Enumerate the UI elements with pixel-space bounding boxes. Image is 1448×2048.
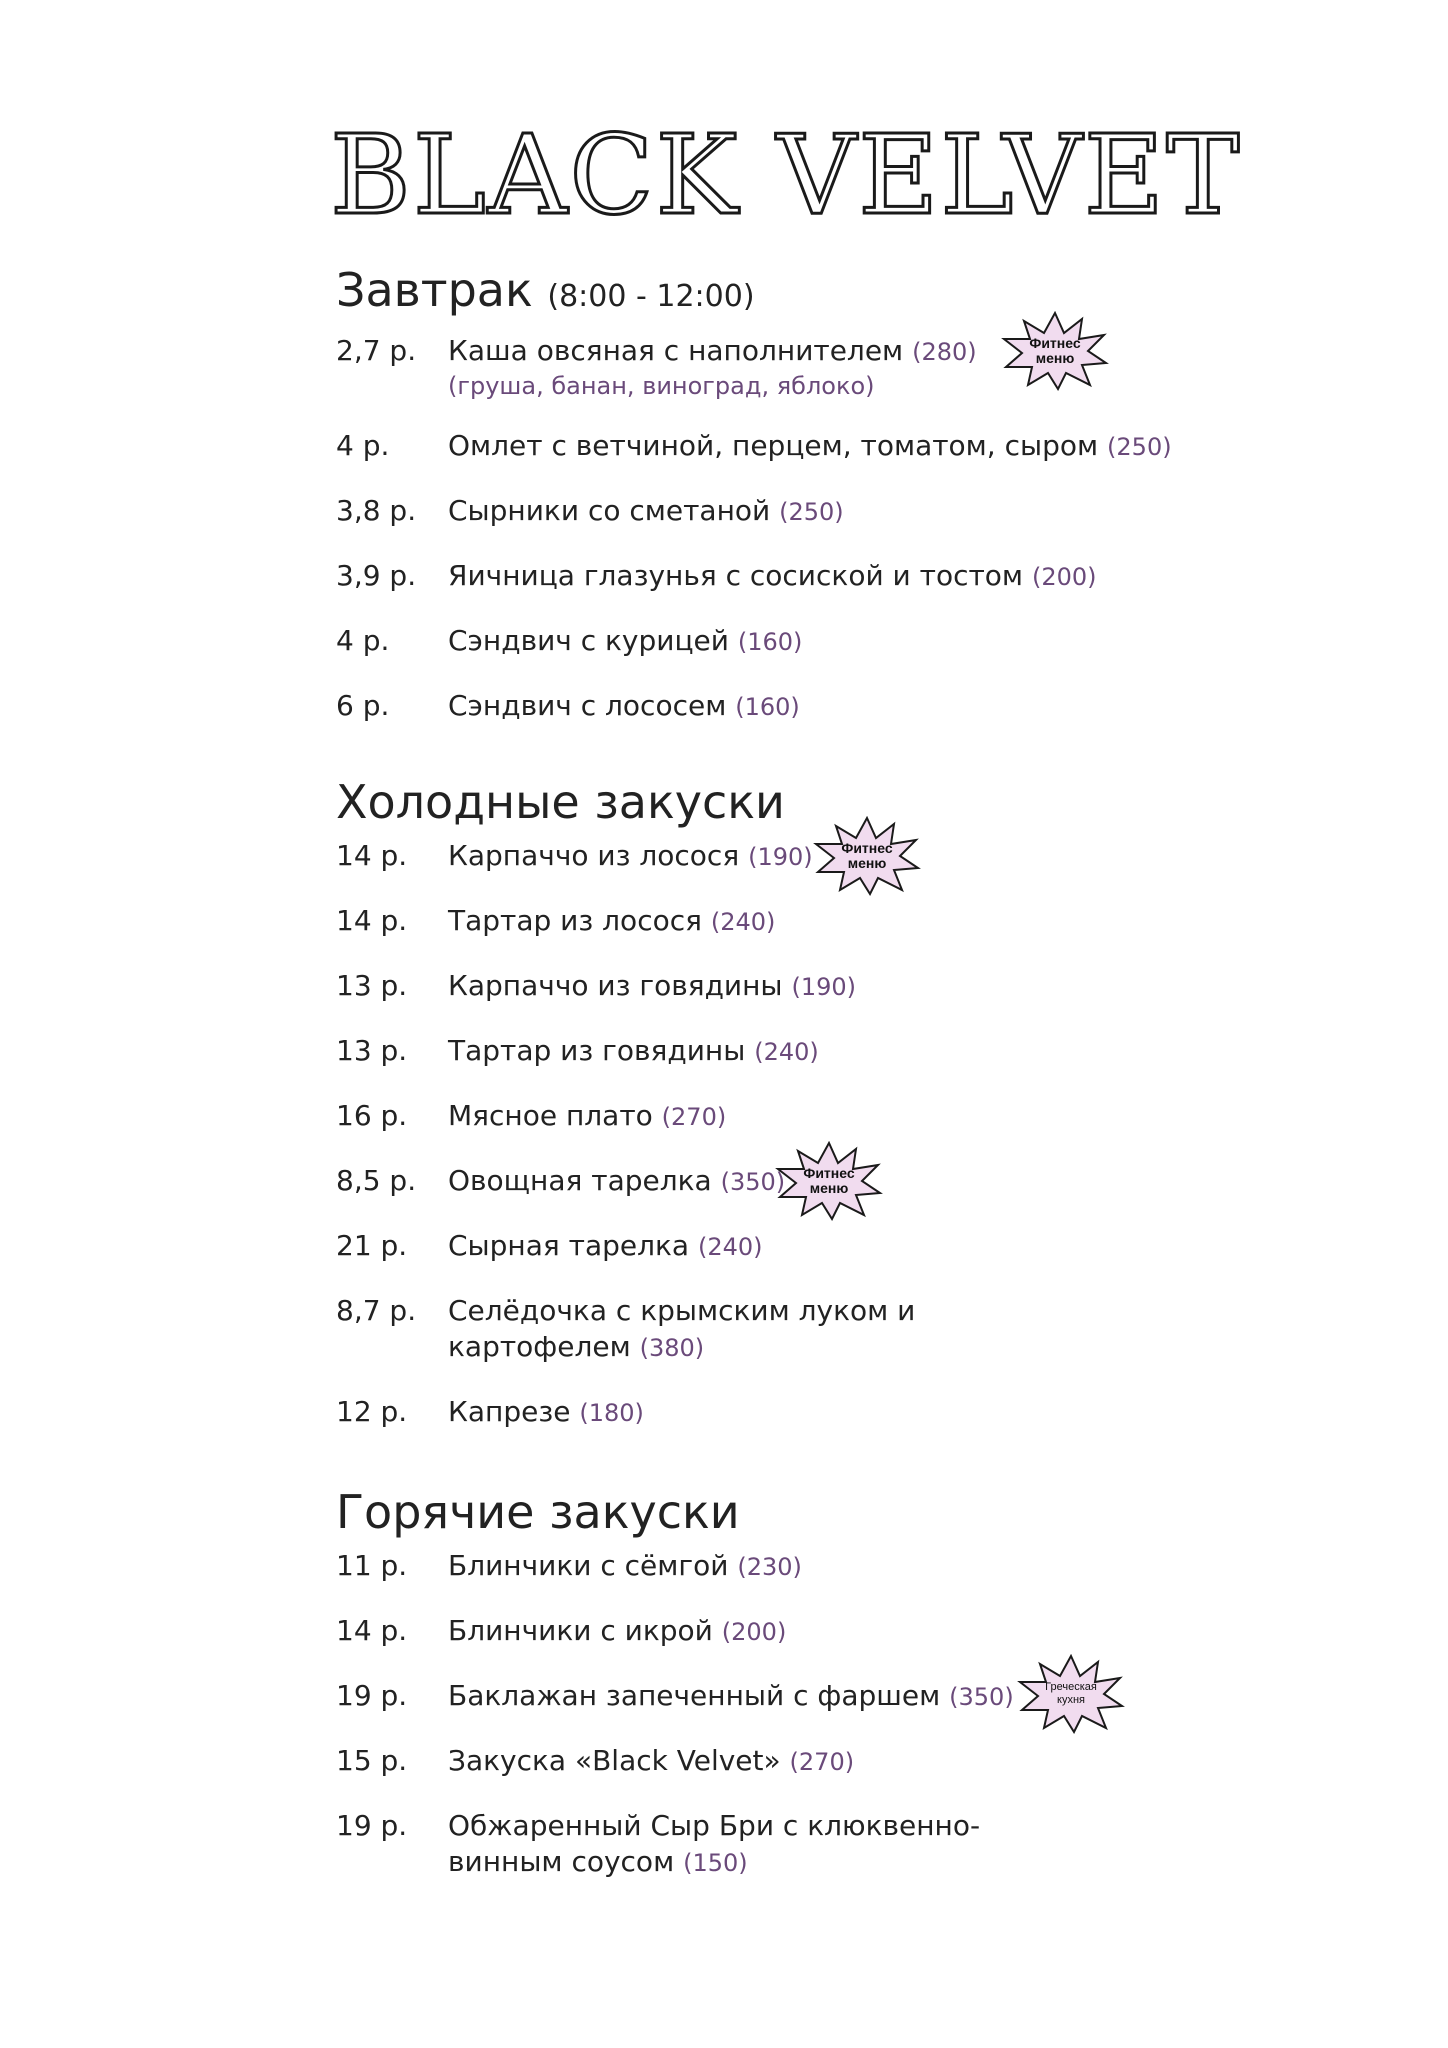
- item-price: 2,7 р.: [336, 334, 417, 367]
- item-name-line2: винным соусом: [448, 1845, 675, 1878]
- item-weight: (240): [754, 1038, 819, 1066]
- section-heading: [336, 1484, 1336, 1540]
- item-body: [448, 1394, 644, 1431]
- item-name: Блинчики с сёмгой: [448, 1549, 729, 1582]
- badge-label: Греческая кухня: [1045, 1681, 1097, 1706]
- item-weight: (200): [721, 1618, 787, 1646]
- item-name: Тартар из лосося: [448, 904, 702, 937]
- menu-item: [336, 1228, 1336, 1265]
- item-name: Селёдочка с крымским луком и: [448, 1294, 916, 1327]
- menu-item: [336, 838, 1336, 875]
- menu-item: [336, 1548, 1336, 1585]
- item-price: 14 р.: [336, 839, 408, 872]
- item-body: [448, 1163, 785, 1200]
- item-price: 3,9 р.: [336, 559, 417, 592]
- menu-item: [336, 903, 1336, 940]
- item-price: 6 р.: [336, 689, 390, 722]
- item-name: Обжаренный Сыр Бри с клюквенно-: [448, 1809, 981, 1842]
- item-price: 13 р.: [336, 969, 408, 1002]
- menu-item: [336, 428, 1336, 465]
- section-title: Горячие закуски: [336, 1485, 740, 1539]
- item-body: [448, 493, 844, 530]
- item-weight: (180): [579, 1399, 644, 1427]
- item-body: [448, 838, 813, 875]
- item-price: 14 р.: [336, 904, 408, 937]
- item-price: 8,7 р.: [336, 1294, 417, 1327]
- badge-label: Фитнес меню: [841, 840, 893, 871]
- item-name: Баклажан запеченный с фаршем: [448, 1679, 941, 1712]
- item-weight: (250): [1107, 433, 1172, 461]
- item-weight: (240): [710, 908, 776, 936]
- item-body: [448, 1293, 915, 1366]
- item-name: Сырная тарелка: [448, 1229, 690, 1262]
- item-name: Яичница глазунья с сосиской и тостом: [448, 559, 1024, 592]
- menu-list: [336, 333, 1336, 725]
- item-body: [448, 1098, 726, 1135]
- fitness-menu-badge: [774, 1141, 884, 1221]
- fitness-menu-badge: [1000, 311, 1110, 391]
- item-note: (груша, банан, виноград, яблоко): [448, 372, 875, 400]
- item-weight: (280): [912, 338, 977, 366]
- menu-item: [336, 1613, 1336, 1650]
- badge-label: Фитнес меню: [803, 1165, 855, 1196]
- item-weight: (160): [737, 628, 803, 656]
- menu-item: [336, 493, 1336, 530]
- item-weight: (270): [789, 1748, 855, 1776]
- item-body: [448, 1613, 786, 1650]
- item-body: [448, 623, 802, 660]
- item-weight: (270): [661, 1103, 727, 1131]
- item-body: [448, 1228, 763, 1265]
- menu-item: [336, 1293, 1336, 1366]
- item-weight: (200): [1031, 563, 1097, 591]
- item-name: Блинчики с икрой: [448, 1614, 713, 1647]
- item-price: 15 р.: [336, 1744, 408, 1777]
- item-price: 21 р.: [336, 1229, 408, 1262]
- item-body: [448, 1808, 980, 1881]
- item-price: 4 р.: [336, 429, 390, 462]
- item-name: Карпаччо из говядины: [448, 969, 783, 1002]
- item-body: [448, 1033, 819, 1070]
- menu-list: [336, 1548, 1336, 1881]
- item-name: Сэндвич с курицей: [448, 624, 729, 657]
- item-price: 12 р.: [336, 1395, 408, 1428]
- item-name: Сэндвич с лососем: [448, 689, 727, 722]
- item-name: Мясное плато: [448, 1099, 653, 1132]
- menu-item: [336, 1743, 1336, 1780]
- item-price: 8,5 р.: [336, 1164, 417, 1197]
- item-weight: (240): [697, 1233, 763, 1261]
- item-price: 13 р.: [336, 1034, 408, 1067]
- item-price: 14 р.: [336, 1614, 408, 1647]
- menu-item: [336, 623, 1336, 660]
- menu-item: [336, 1033, 1336, 1070]
- menu-list: [336, 838, 1336, 1431]
- item-weight: (350): [949, 1683, 1014, 1711]
- item-body: [448, 1548, 802, 1585]
- menu-item: [336, 688, 1336, 725]
- item-body: [448, 558, 1097, 595]
- section-title: Завтрак: [336, 263, 533, 317]
- item-weight: (160): [735, 693, 800, 721]
- section-hours: (8:00 - 12:00): [547, 279, 755, 314]
- item-body: [448, 428, 1172, 465]
- menu-item: [336, 968, 1336, 1005]
- menu-item: [336, 558, 1336, 595]
- item-body: [448, 688, 800, 725]
- item-name: Закуска «Black Velvet»: [448, 1744, 781, 1777]
- item-price: 4 р.: [336, 624, 390, 657]
- fitness-menu-badge: [812, 816, 922, 896]
- item-weight: (230): [737, 1553, 802, 1581]
- page-title: BLACK VELVET: [330, 111, 1242, 239]
- item-body: [448, 968, 856, 1005]
- menu-item: [336, 333, 1336, 402]
- item-name: Тартар из говядины: [448, 1034, 746, 1067]
- section-breakfast: [336, 262, 1336, 725]
- section-heading: [336, 262, 1336, 325]
- item-name: Капрезе: [448, 1395, 571, 1428]
- item-weight: (150): [683, 1849, 748, 1877]
- item-body: [448, 1678, 1014, 1715]
- item-name: Овощная тарелка: [448, 1164, 712, 1197]
- item-price: 11 р.: [336, 1549, 408, 1582]
- item-body: [448, 903, 775, 940]
- section-title: Холодные закуски: [336, 775, 785, 829]
- item-weight: (190): [748, 843, 813, 871]
- item-weight: (250): [779, 498, 844, 526]
- badge-label: Фитнес меню: [1029, 335, 1081, 366]
- item-weight: (190): [791, 973, 856, 1001]
- item-name-line2: картофелем: [448, 1330, 631, 1363]
- menu-item: [336, 1163, 1336, 1200]
- item-price: 19 р.: [336, 1679, 408, 1712]
- item-name: Карпаччо из лосося: [448, 839, 740, 872]
- item-name: Омлет с ветчиной, перцем, томатом, сыром: [448, 429, 1099, 462]
- greek-cuisine-badge: [1016, 1654, 1126, 1734]
- item-body: [448, 333, 977, 402]
- item-weight: (380): [639, 1334, 705, 1362]
- menu-item: [336, 1678, 1336, 1715]
- item-price: 16 р.: [336, 1099, 408, 1132]
- section-cold-appetizers: [336, 774, 1336, 1431]
- item-name: Сырники со сметаной: [448, 494, 771, 527]
- item-price: 3,8 р.: [336, 494, 417, 527]
- menu-item: [336, 1808, 1336, 1881]
- item-body: [448, 1743, 854, 1780]
- menu-item: [336, 1098, 1336, 1135]
- menu-item: [336, 1394, 1336, 1431]
- item-price: 19 р.: [336, 1809, 408, 1842]
- item-weight: (350): [720, 1168, 786, 1196]
- item-name: Каша овсяная с наполнителем: [448, 334, 904, 367]
- section-hot-appetizers: [336, 1484, 1336, 1881]
